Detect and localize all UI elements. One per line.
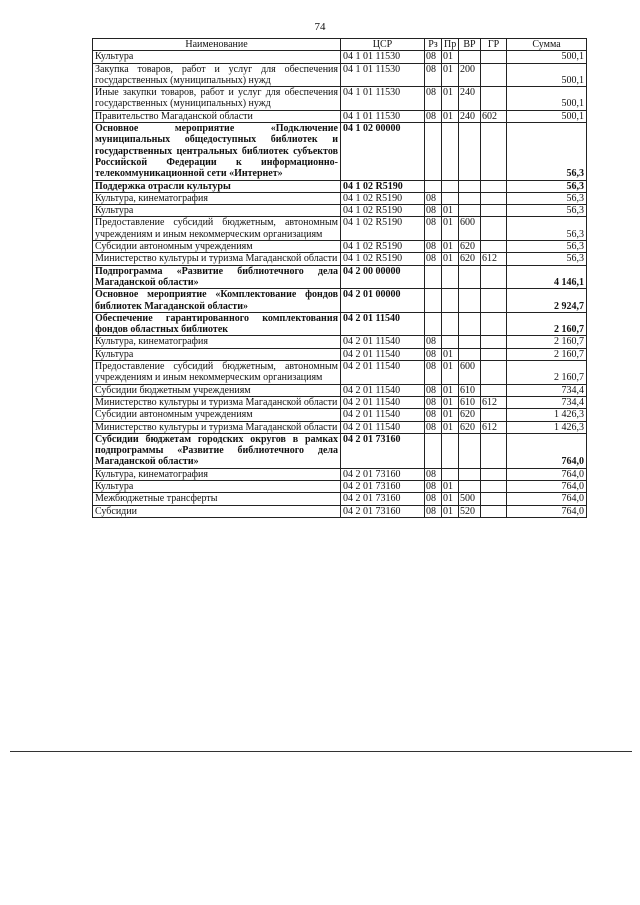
cell-csr: 04 2 01 73160	[341, 433, 425, 468]
cell-vr	[459, 192, 481, 204]
table-row	[93, 348, 587, 360]
table-row	[93, 265, 587, 289]
cell-csr: 04 1 02 R5190	[341, 253, 425, 265]
cell-pr: 01	[442, 421, 459, 433]
cell-csr: 04 1 02 R5190	[341, 217, 425, 241]
cell-vr: 240	[459, 110, 481, 122]
cell-gr	[481, 123, 507, 180]
cell-csr: 04 2 01 11540	[341, 396, 425, 408]
cell-csr: 04 2 01 73160	[341, 480, 425, 492]
cell-vr	[459, 265, 481, 289]
cell-name: Поддержка отрасли культуры	[93, 180, 341, 192]
table-row	[93, 205, 587, 217]
cell-vr: 600	[459, 217, 481, 241]
cell-gr	[481, 289, 507, 313]
cell-rz: 08	[425, 384, 442, 396]
table-row	[93, 480, 587, 492]
cell-pr: 01	[442, 409, 459, 421]
table-row	[93, 468, 587, 480]
table-row	[93, 87, 587, 111]
cell-csr: 04 2 01 11540	[341, 348, 425, 360]
cell-sum: 764,0	[507, 468, 587, 480]
cell-rz: 08	[425, 192, 442, 204]
cell-csr: 04 2 01 73160	[341, 493, 425, 505]
cell-sum: 1 426,3	[507, 421, 587, 433]
cell-name: Культура, кинематография	[93, 468, 341, 480]
cell-pr: 01	[442, 110, 459, 122]
cell-vr	[459, 433, 481, 468]
cell-gr	[481, 192, 507, 204]
table-row	[93, 63, 587, 87]
cell-gr	[481, 505, 507, 517]
table-row	[93, 493, 587, 505]
cell-sum: 2 160,7	[507, 312, 587, 336]
cell-vr	[459, 289, 481, 313]
cell-sum: 56,3	[507, 241, 587, 253]
cell-gr	[481, 241, 507, 253]
cell-vr: 240	[459, 87, 481, 111]
cell-rz: 08	[425, 110, 442, 122]
table-row	[93, 110, 587, 122]
cell-csr: 04 2 01 11540	[341, 384, 425, 396]
cell-csr: 04 1 02 R5190	[341, 180, 425, 192]
cell-name: Иные закупки товаров, работ и услуг для обеспечения государственных (муниципальных) нужд	[93, 87, 341, 111]
cell-pr	[442, 336, 459, 348]
table-row	[93, 289, 587, 313]
cell-csr: 04 2 01 00000	[341, 289, 425, 313]
cell-name: Культура	[93, 348, 341, 360]
cell-sum: 2 160,7	[507, 336, 587, 348]
cell-rz: 08	[425, 217, 442, 241]
cell-sum: 734,4	[507, 396, 587, 408]
cell-vr: 620	[459, 421, 481, 433]
cell-vr: 620	[459, 253, 481, 265]
cell-name: Культура	[93, 480, 341, 492]
cell-name: Закупка товаров, работ и услуг для обеспечения государственных (муниципальных) нужд	[93, 63, 341, 87]
cell-sum: 56,3	[507, 192, 587, 204]
cell-pr: 01	[442, 205, 459, 217]
cell-pr: 01	[442, 384, 459, 396]
cell-sum: 764,0	[507, 505, 587, 517]
cell-name: Культура	[93, 51, 341, 63]
cell-gr	[481, 205, 507, 217]
cell-rz: 08	[425, 468, 442, 480]
cell-csr: 04 2 01 11540	[341, 421, 425, 433]
cell-rz: 08	[425, 493, 442, 505]
header-pr: Пр	[442, 39, 459, 51]
cell-gr	[481, 51, 507, 63]
cell-pr	[442, 433, 459, 468]
cell-pr	[442, 265, 459, 289]
cell-pr	[442, 192, 459, 204]
cell-rz	[425, 180, 442, 192]
cell-pr: 01	[442, 505, 459, 517]
header-name: Наименование	[93, 39, 341, 51]
cell-name: Министерство культуры и туризма Магаданской области	[93, 421, 341, 433]
cell-csr: 04 1 02 R5190	[341, 205, 425, 217]
cell-gr	[481, 480, 507, 492]
cell-sum: 2 160,7	[507, 361, 587, 385]
table-row	[93, 217, 587, 241]
cell-pr: 01	[442, 253, 459, 265]
table-row	[93, 421, 587, 433]
cell-csr: 04 2 01 11540	[341, 312, 425, 336]
cell-rz: 08	[425, 336, 442, 348]
cell-pr: 01	[442, 396, 459, 408]
cell-gr	[481, 312, 507, 336]
cell-sum: 56,3	[507, 123, 587, 180]
cell-vr: 600	[459, 361, 481, 385]
cell-gr	[481, 433, 507, 468]
cell-vr	[459, 480, 481, 492]
cell-vr	[459, 123, 481, 180]
cell-gr: 612	[481, 396, 507, 408]
table-row	[93, 180, 587, 192]
table-row	[93, 241, 587, 253]
cell-csr: 04 2 01 11540	[341, 336, 425, 348]
cell-gr	[481, 348, 507, 360]
cell-pr	[442, 123, 459, 180]
cell-rz: 08	[425, 505, 442, 517]
cell-vr	[459, 336, 481, 348]
cell-rz: 08	[425, 421, 442, 433]
table-row	[93, 361, 587, 385]
cell-gr	[481, 409, 507, 421]
cell-sum: 1 426,3	[507, 409, 587, 421]
cell-name: Субсидии автономным учреждениям	[93, 409, 341, 421]
cell-vr	[459, 312, 481, 336]
cell-name: Обеспечение гарантированного комплектования фондов областных библиотек	[93, 312, 341, 336]
cell-csr: 04 1 02 R5190	[341, 192, 425, 204]
cell-pr	[442, 180, 459, 192]
cell-csr: 04 2 01 11540	[341, 409, 425, 421]
cell-vr: 500	[459, 493, 481, 505]
cell-name: Субсидии автономным учреждениям	[93, 241, 341, 253]
cell-vr	[459, 205, 481, 217]
table-row	[93, 396, 587, 408]
cell-vr: 520	[459, 505, 481, 517]
table-header-row	[93, 39, 587, 51]
cell-sum: 500,1	[507, 63, 587, 87]
cell-rz	[425, 265, 442, 289]
cell-rz	[425, 312, 442, 336]
cell-csr: 04 1 02 00000	[341, 123, 425, 180]
cell-sum: 56,3	[507, 217, 587, 241]
cell-rz: 08	[425, 87, 442, 111]
cell-gr	[481, 217, 507, 241]
cell-csr: 04 2 00 00000	[341, 265, 425, 289]
cell-name: Культура, кинематография	[93, 192, 341, 204]
cell-pr: 01	[442, 63, 459, 87]
cell-name: Основное мероприятие «Комплектование фондов библиотек Магаданской области»	[93, 289, 341, 313]
table-row	[93, 192, 587, 204]
header-vr: ВР	[459, 39, 481, 51]
cell-sum: 734,4	[507, 384, 587, 396]
cell-rz: 08	[425, 253, 442, 265]
cell-name: Предоставление субсидий бюджетным, автономным учреждениям и иным некоммерческим организациям	[93, 217, 341, 241]
cell-csr: 04 1 02 R5190	[341, 241, 425, 253]
cell-csr: 04 1 01 11530	[341, 51, 425, 63]
budget-table	[92, 38, 587, 518]
cell-rz: 08	[425, 205, 442, 217]
cell-name: Предоставление субсидий бюджетным, автономным учреждениям и иным некоммерческим организациям	[93, 361, 341, 385]
cell-name: Подпрограмма «Развитие библиотечного дела Магаданской области»	[93, 265, 341, 289]
table-body	[93, 51, 587, 518]
cell-sum: 764,0	[507, 433, 587, 468]
cell-sum: 500,1	[507, 110, 587, 122]
cell-sum: 2 160,7	[507, 348, 587, 360]
cell-vr: 200	[459, 63, 481, 87]
cell-vr	[459, 468, 481, 480]
cell-pr: 01	[442, 480, 459, 492]
cell-gr	[481, 180, 507, 192]
cell-rz: 08	[425, 51, 442, 63]
cell-pr: 01	[442, 217, 459, 241]
cell-rz: 08	[425, 63, 442, 87]
cell-pr	[442, 312, 459, 336]
cell-pr: 01	[442, 361, 459, 385]
cell-pr	[442, 289, 459, 313]
cell-gr	[481, 493, 507, 505]
table-row	[93, 409, 587, 421]
table-row	[93, 384, 587, 396]
cell-sum: 764,0	[507, 493, 587, 505]
cell-name: Культура	[93, 205, 341, 217]
cell-name: Основное мероприятие «Подключение муниципальных общедоступных библиотек и государственных центральных библиотек субъектов Российской Федерации к информационно-телекоммуникационной сети «Интернет»	[93, 123, 341, 180]
bottom-divider	[10, 751, 632, 752]
cell-sum: 500,1	[507, 51, 587, 63]
cell-rz: 08	[425, 348, 442, 360]
cell-pr	[442, 468, 459, 480]
cell-name: Межбюджетные трансферты	[93, 493, 341, 505]
cell-name: Министерство культуры и туризма Магаданской области	[93, 253, 341, 265]
cell-rz	[425, 289, 442, 313]
cell-rz: 08	[425, 480, 442, 492]
cell-sum: 56,3	[507, 253, 587, 265]
cell-rz: 08	[425, 396, 442, 408]
cell-sum: 764,0	[507, 480, 587, 492]
cell-csr: 04 1 01 11530	[341, 63, 425, 87]
table-row	[93, 253, 587, 265]
header-rz: Рз	[425, 39, 442, 51]
cell-pr: 01	[442, 348, 459, 360]
cell-gr: 612	[481, 253, 507, 265]
cell-sum: 4 146,1	[507, 265, 587, 289]
cell-sum: 2 924,7	[507, 289, 587, 313]
table-row	[93, 433, 587, 468]
cell-vr: 610	[459, 396, 481, 408]
cell-pr: 01	[442, 51, 459, 63]
cell-csr: 04 2 01 73160	[341, 468, 425, 480]
cell-vr: 610	[459, 384, 481, 396]
cell-vr: 620	[459, 241, 481, 253]
cell-gr	[481, 336, 507, 348]
cell-vr	[459, 180, 481, 192]
header-gr: ГР	[481, 39, 507, 51]
cell-pr: 01	[442, 241, 459, 253]
cell-gr	[481, 265, 507, 289]
cell-gr	[481, 87, 507, 111]
cell-vr: 620	[459, 409, 481, 421]
cell-csr: 04 2 01 11540	[341, 361, 425, 385]
table-row	[93, 336, 587, 348]
cell-name: Министерство культуры и туризма Магаданской области	[93, 396, 341, 408]
table-row	[93, 51, 587, 63]
cell-name: Субсидии бюджетным учреждениям	[93, 384, 341, 396]
table-row	[93, 312, 587, 336]
cell-gr: 612	[481, 421, 507, 433]
cell-rz	[425, 123, 442, 180]
cell-csr: 04 1 01 11530	[341, 87, 425, 111]
cell-name: Субсидии	[93, 505, 341, 517]
cell-gr	[481, 384, 507, 396]
cell-csr: 04 1 01 11530	[341, 110, 425, 122]
cell-rz: 08	[425, 409, 442, 421]
cell-name: Культура, кинематография	[93, 336, 341, 348]
cell-vr	[459, 51, 481, 63]
table-row	[93, 123, 587, 180]
cell-sum: 56,3	[507, 205, 587, 217]
cell-vr	[459, 348, 481, 360]
cell-sum: 500,1	[507, 87, 587, 111]
cell-csr: 04 2 01 73160	[341, 505, 425, 517]
cell-rz	[425, 433, 442, 468]
cell-sum: 56,3	[507, 180, 587, 192]
table-row	[93, 505, 587, 517]
header-sum: Сумма	[507, 39, 587, 51]
cell-rz: 08	[425, 361, 442, 385]
cell-rz: 08	[425, 241, 442, 253]
cell-gr	[481, 63, 507, 87]
cell-name: Субсидии бюджетам городских округов в рамках подпрограммы «Развитие библиотечного дела Магаданской области»	[93, 433, 341, 468]
header-csr: ЦСР	[341, 39, 425, 51]
cell-gr: 602	[481, 110, 507, 122]
cell-gr	[481, 361, 507, 385]
cell-pr: 01	[442, 493, 459, 505]
cell-gr	[481, 468, 507, 480]
cell-pr: 01	[442, 87, 459, 111]
cell-name: Правительство Магаданской области	[93, 110, 341, 122]
page-number: 74	[314, 21, 326, 33]
